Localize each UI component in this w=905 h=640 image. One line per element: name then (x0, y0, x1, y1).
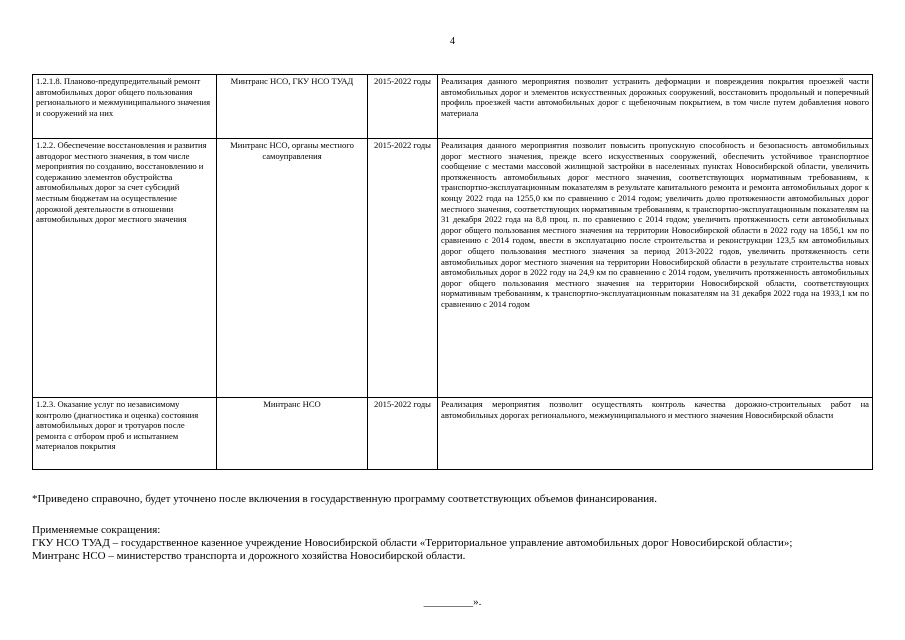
period-cell: 2015-2022 годы (368, 75, 438, 139)
result-cell: Реализация мероприятия позволит осуществлять контроль качества дорожно-строительных работ на автомобильных дорогах регионального, межмуниципального и местного значения Новосибирской области (438, 398, 873, 470)
result-cell: Реализация данного мероприятия позволит устранить деформации и повреждения покрытия проезжей части автомобильных дорог и элементов искусственных дорожных сооружений, восстановить продольный и поперечный профиль проезжей части автомобильных дорог с щебеночным покрытием, в том числе путем добавления нового материала (438, 75, 873, 139)
footnote: *Приведено справочно, будет уточнено после включения в государственную программу соответствующих объемов финансирования. (32, 493, 657, 505)
executor-cell: Минтранс НСО, органы местного самоуправления (217, 139, 368, 398)
period-cell: 2015-2022 годы (368, 139, 438, 398)
table-row (33, 75, 873, 139)
abbreviations-block (32, 524, 882, 563)
table-row (33, 139, 873, 398)
executor-cell: Минтранс НСО, ГКУ НСО ТУАД (217, 75, 368, 139)
closing-mark: _________». (423, 596, 482, 608)
measure-cell: 1.2.3. Оказание услуг по независимому контролю (диагностика и оценка) состояния автомобильных дорог и тротуаров после ремонта с отбором проб и испытанием материалов покрытия (33, 398, 217, 470)
abbreviation-item: ГКУ НСО ТУАД – государственное казенное учреждение Новосибирской области «Территориальное управление автомобильных дорог Новосибирской области»; (32, 537, 793, 549)
result-cell: Реализация данного мероприятия позволит повысить пропускную способность и безопасность автомобильных дорог местного значения, прежде всего искусственных сооружений, обеспечить устойчивое транспортное сообщение с местами массовой жилищной застройки в населенных пунктах Новосибирской области, увеличить протяженность автомобильных дорог местного значения, соответствующих нормативным требованиям, к транспортно-эксплуатационным показателям в результате капитального ремонта и ремонта автомобильных дорог к концу 2022 года на 1255,0 км по сравнению с 2014 годом; увеличить долю протяженности автомобильных дорог местного значения, соответствующих нормативным требованиям, к транспортно-эксплуатационным показателям на 31 декабря 2022 года на 8,8 проц. п. по сравнению с 2014 годом; увеличить протяженность сети автомобильных дорог общего пользования местного значения на территории Новосибирской области в 2022 году на 1856,1 км по сравнению с 2014 годом, ввести в эксплуатацию после строительства и реконструкции 123,5 км автомобильных дорог общего пользования местного значения за период 2013-2022 годов, увеличить протяженность сети автомобильных дорог местного значения на территории Новосибирской области в результате строительства новых автомобильных дорог в 2022 году на 24,9 км по сравнению с 2014 годом, увеличить протяженность автомобильных дорог общего пользования местного значения на территории Новосибирской области, соответствующих нормативным требованиям, к транспортно-эксплуатационным показателям на 31 декабря 2022 года на 1933,1 км по сравнению с 2014 годом (438, 139, 873, 398)
measure-cell: 1.2.1.8. Планово-предупредительный ремонт автомобильных дорог общего пользования регионального и межмуниципального значения и сооружений на них (33, 75, 217, 139)
period-cell: 2015-2022 годы (368, 398, 438, 470)
measures-table (32, 74, 873, 470)
executor-cell: Минтранс НСО (217, 398, 368, 470)
abbreviation-item: Минтранс НСО – министерство транспорта и дорожного хозяйства Новосибирской области. (32, 550, 466, 562)
page-number: 4 (450, 36, 455, 47)
table-row (33, 398, 873, 470)
abbreviations-heading: Применяемые сокращения: (32, 524, 161, 536)
measure-cell: 1.2.2. Обеспечение восстановления и развития автодорог местного значения, в том числе мероприятия по созданию, восстановлению и содержанию элементов обустройства автомобильных дорог за счет субсидий местным бюджетам на осуществление дорожной деятельности в отношении автомобильных дорог местного значения (33, 139, 217, 398)
